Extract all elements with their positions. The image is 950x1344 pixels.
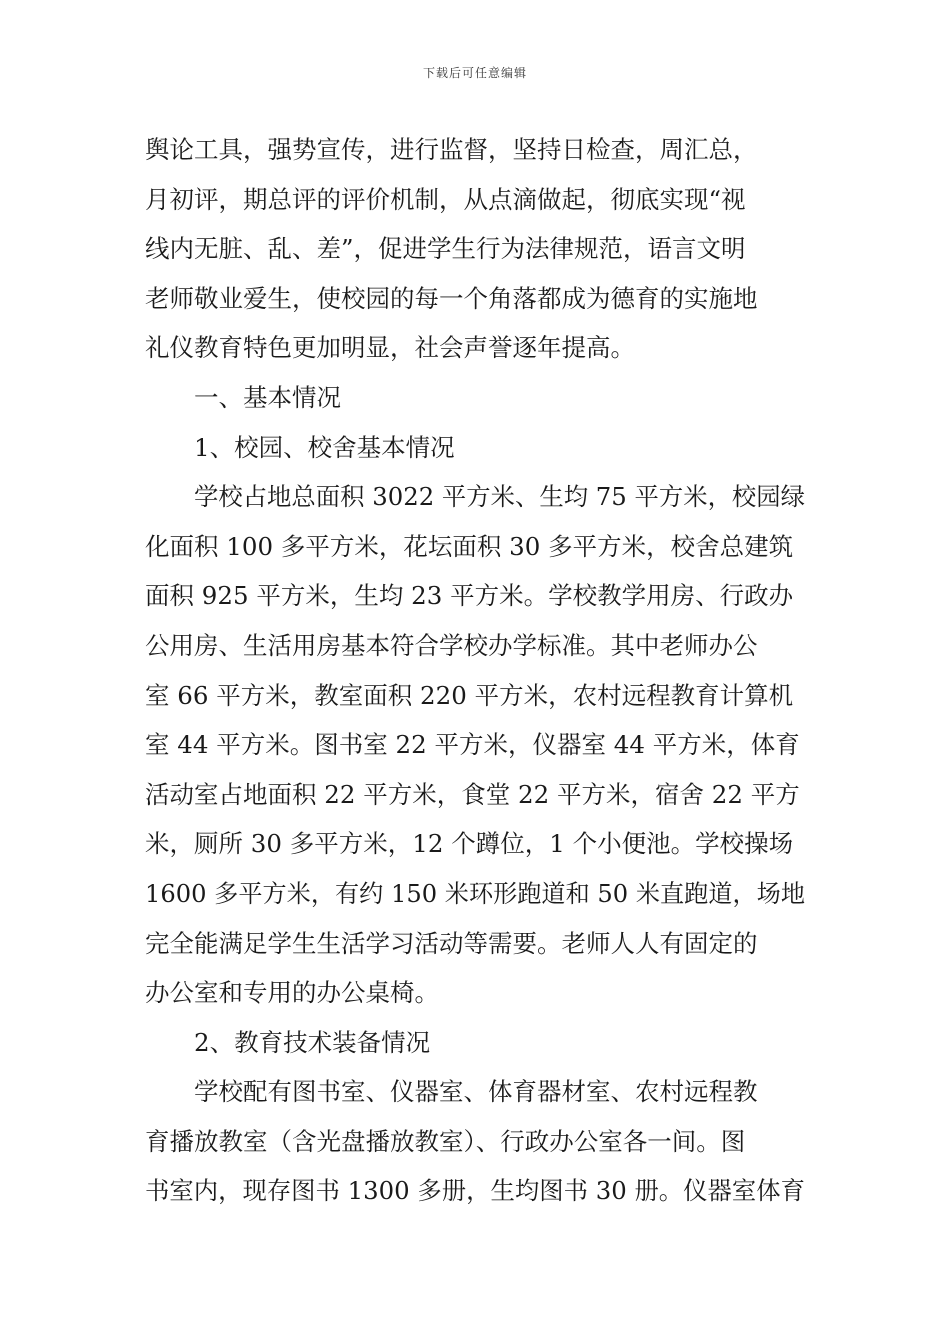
page-header: 下载后可任意编辑 [422, 66, 527, 80]
line-text: 书室内，现存图书 1300 多册，生均图书 30 册。仪器室体育 [145, 1176, 805, 1206]
subsection-heading [145, 1018, 805, 1068]
text-line [145, 571, 805, 621]
line-text: 学校占地总面积 3022 平方米、生均 75 平方米，校园绿 [194, 482, 805, 512]
paragraph-first-line [145, 472, 805, 522]
text-line [145, 1117, 805, 1167]
text-line [145, 522, 805, 572]
text-line [145, 125, 805, 175]
line-text: 2、教育技术装备情况 [194, 1027, 431, 1057]
line-text: 线内无脏、乱、差”，促进学生行为法律规范，语言文明 [145, 234, 746, 264]
line-text: 1600 多平方米，有约 150 米环形跑道和 50 米直跑道，场地 [145, 878, 805, 908]
line-text: 米，厕所 30 多平方米，12 个蹲位，1 个小便池。学校操场 [145, 829, 794, 859]
text-line [145, 175, 805, 225]
line-text: 室 66 平方米，教室面积 220 平方米，农村远程教育计算机 [145, 680, 794, 710]
text-line [145, 919, 805, 969]
line-text: 室 44 平方米。图书室 22 平方米，仪器室 44 平方米，体育 [145, 730, 800, 760]
line-text: 活动室占地面积 22 平方米，食堂 22 平方米，宿舍 22 平方 [145, 779, 800, 809]
subsection-heading [145, 423, 805, 473]
text-line [145, 1166, 805, 1216]
line-text: 月初评，期总评的评价机制，从点滴做起，彻底实现“视 [145, 184, 746, 214]
text-line [145, 274, 805, 324]
text-line [145, 621, 805, 671]
line-text: 面积 925 平方米，生均 23 平方米。学校教学用房、行政办 [145, 581, 794, 611]
text-line [145, 819, 805, 869]
text-line [145, 671, 805, 721]
line-text: 办公室和专用的办公桌椅。 [145, 978, 439, 1008]
paragraph-first-line [145, 1067, 805, 1117]
text-line [145, 224, 805, 274]
line-text: 一、基本情况 [194, 382, 341, 412]
text-line [145, 323, 805, 373]
line-text: 舆论工具，强势宣传，进行监督，坚持日检查，周汇总， [145, 135, 758, 164]
line-text: 礼仪教育特色更加明显，社会声誉逐年提高。 [145, 333, 635, 363]
line-text: 育播放教室（含光盘播放教室）、行政办公室各一间。图 [145, 1126, 746, 1156]
line-text: 老师敬业爱生，使校园的每一个角落都成为德育的实施地 [145, 283, 758, 313]
line-text: 公用房、生活用房基本符合学校办学标准。其中老师办公 [145, 630, 758, 660]
line-text: 完全能满足学生生活学习活动等需要。老师人人有固定的 [145, 928, 758, 958]
text-line [145, 720, 805, 770]
document-body [145, 125, 805, 1216]
text-line [145, 770, 805, 820]
text-line [145, 968, 805, 1018]
line-text: 学校配有图书室、仪器室、体育器材室、农村远程教 [194, 1077, 758, 1107]
text-line [145, 869, 805, 919]
line-text: 化面积 100 多平方米，花坛面积 30 多平方米，校舍总建筑 [145, 531, 794, 561]
line-text: 1、校园、校舍基本情况 [194, 432, 455, 462]
section-heading [145, 373, 805, 423]
